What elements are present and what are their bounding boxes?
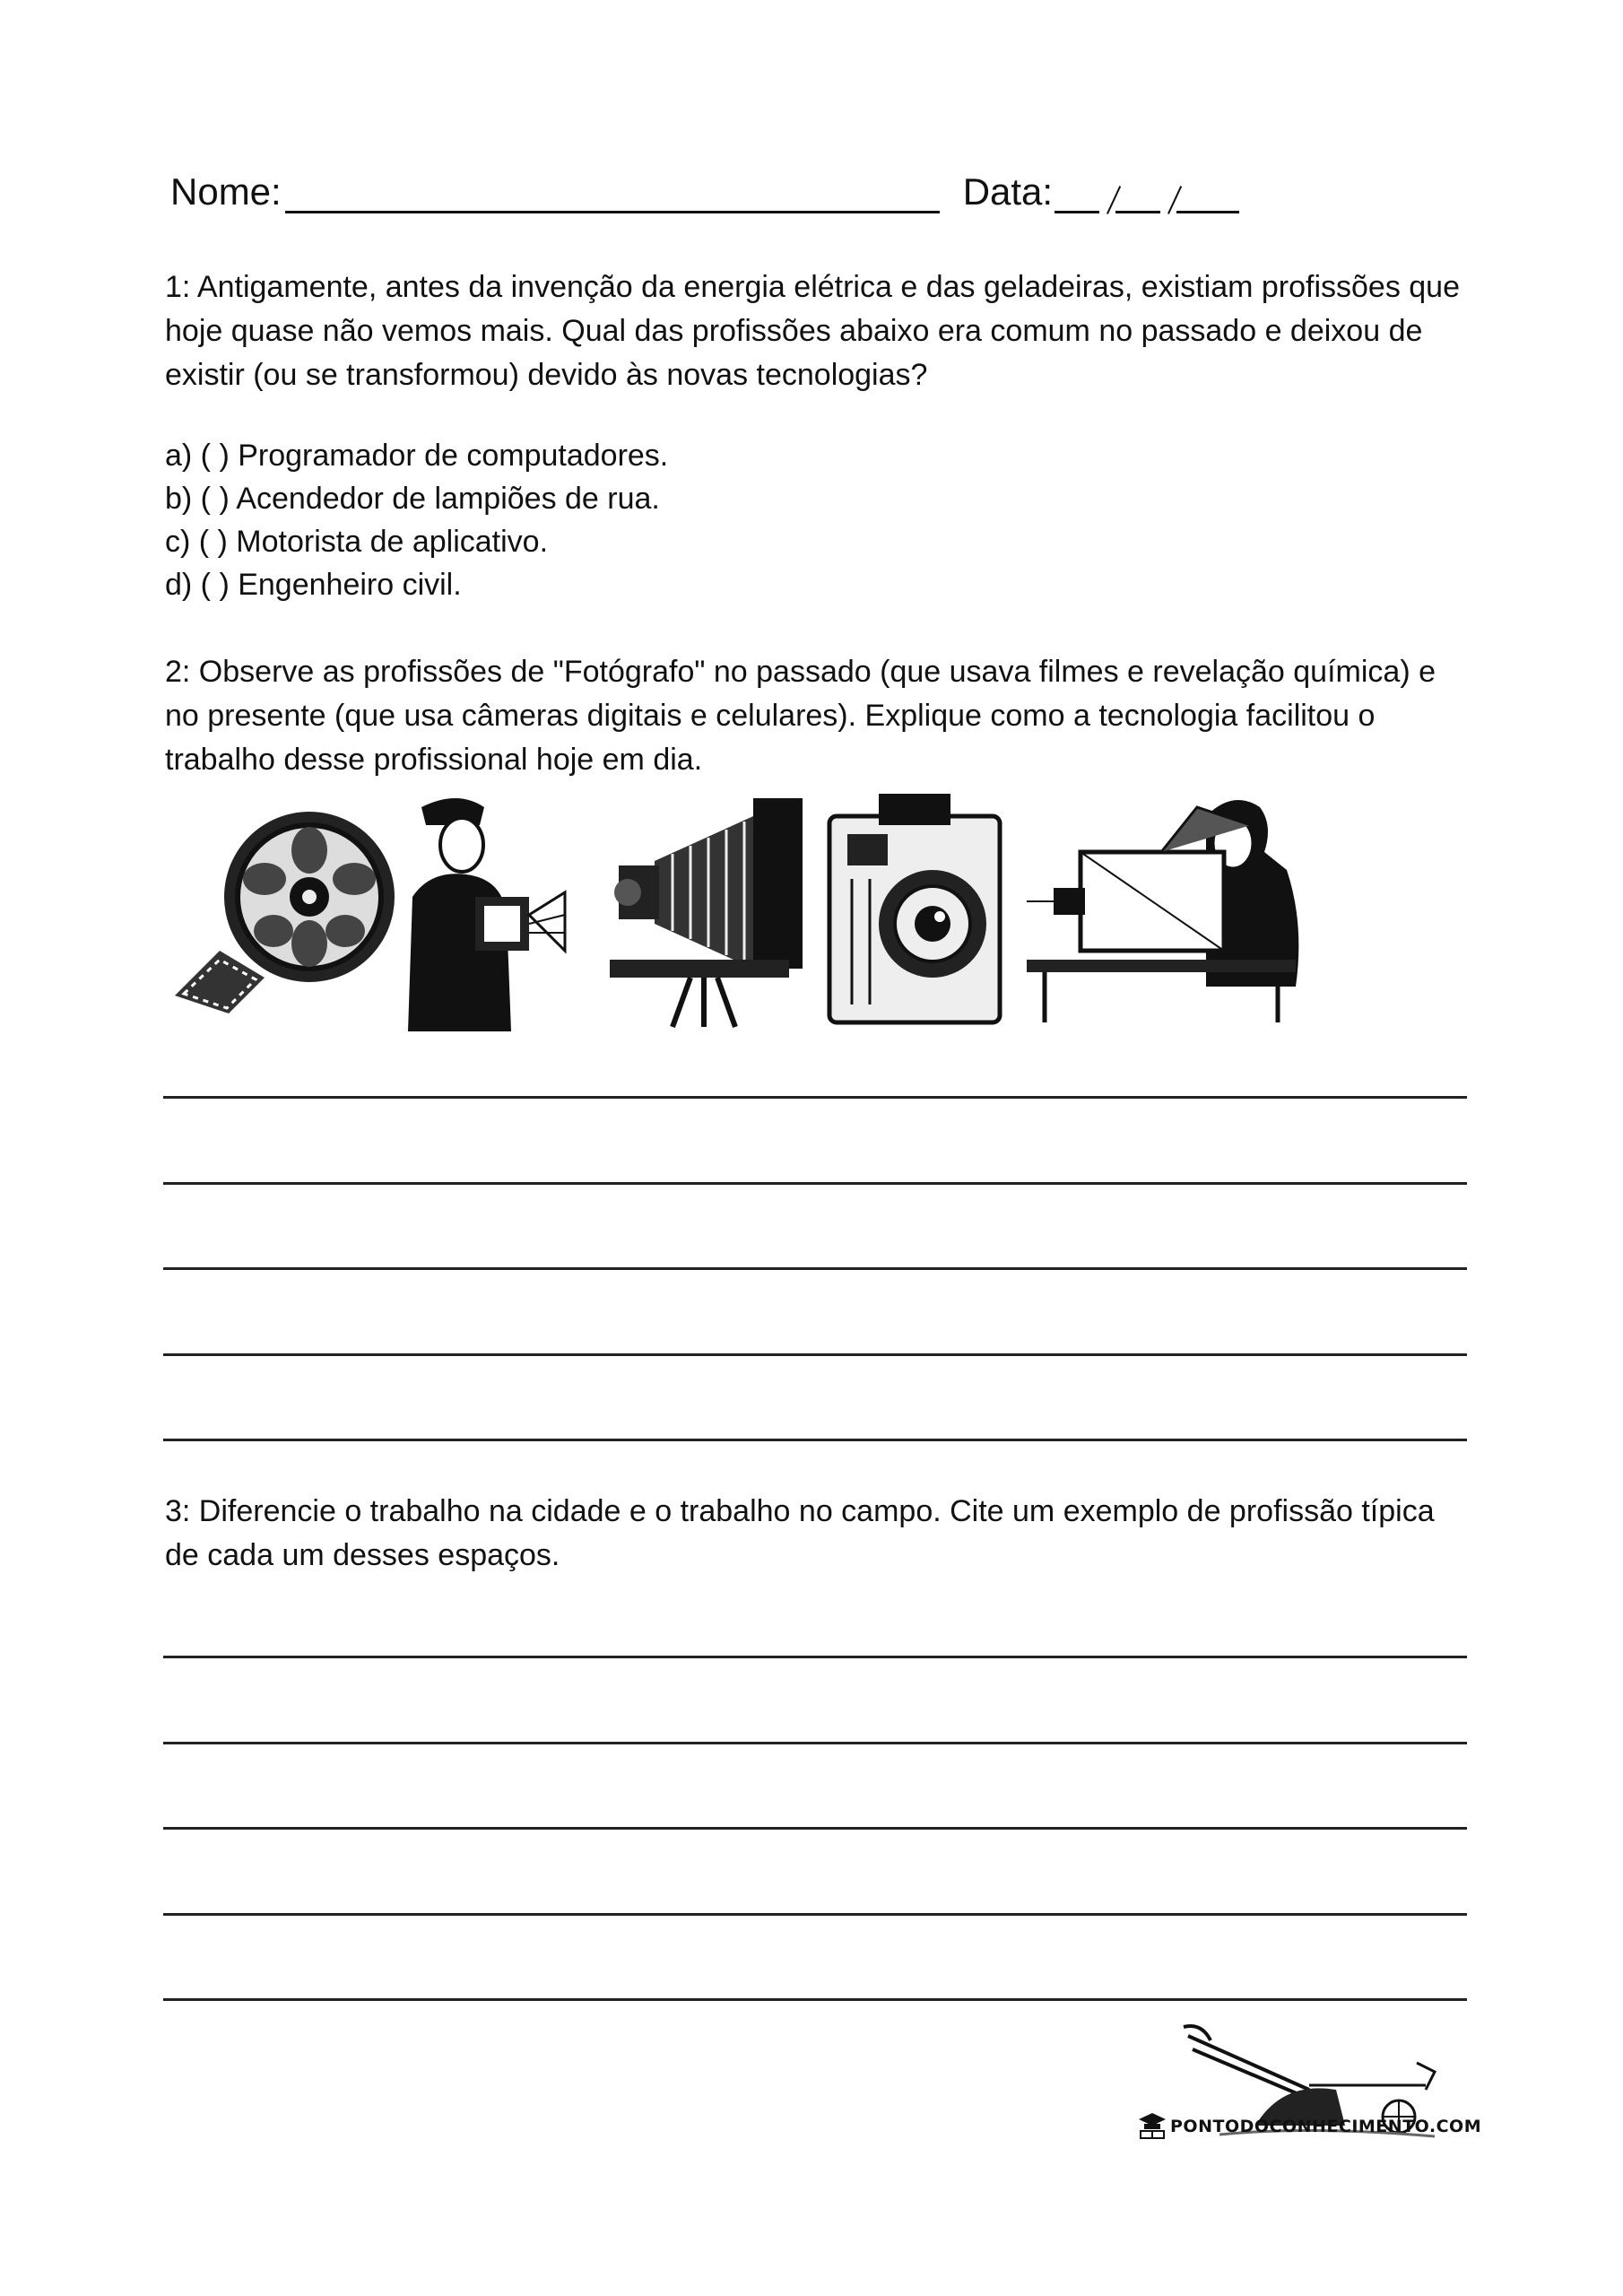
vintage-camera-icon [825,789,1013,1031]
photography-illustrations [161,789,1327,1031]
question-1-text: 1: Antigamente, antes da invenção da energia elétrica e das geladeiras, existiam profissões que hoje quase não vemos mais. Qual das profissões abaixo era comum no passado e deixou de existir (ou se transformou) devido às novas tecnologias? [165,270,1461,392]
header [170,170,1239,213]
option-b[interactable]: b) ( ) Acendedor de lampiões de rua. [165,482,660,516]
date-field[interactable] [1055,175,1239,213]
answer-line[interactable] [163,1913,1467,1916]
answer-line[interactable] [163,1353,1467,1356]
question-2-text: 2: Observe as profissões de "Fotógrafo" no passado (que usava filmes e revelação química) e no presente (que usa câmeras digitais e celulares). Explique como a tecnologia facilitou o trabalho desse profissional hoje em dia. [165,655,1436,777]
question-3-text: 3: Diferencie o trabalho na cidade e o trabalho no campo. Cite um exemplo de profissão típica de cada um desses espaços. [165,1494,1435,1572]
date-year-blank[interactable] [1176,175,1239,213]
site-name: PONTODOCONHECIMENTO.COM [1170,2117,1482,2136]
option-c[interactable]: c) ( ) Motorista de aplicativo. [165,525,549,559]
name-field[interactable] [285,171,940,213]
answer-line[interactable] [163,1742,1467,1744]
date-separator [1160,178,1176,213]
camera-obscura-icon [1027,789,1305,1031]
answer-line[interactable] [163,1267,1467,1270]
name-label: Nome: [170,170,282,213]
photographer-with-camera-icon [404,789,574,1031]
answer-line[interactable] [163,1656,1467,1658]
answer-line[interactable] [163,1096,1467,1099]
date-month-blank[interactable] [1115,175,1160,213]
date-label: Data: [962,170,1054,213]
plow-icon [1130,2018,1471,2161]
date-separator [1099,178,1115,213]
answer-line[interactable] [163,1182,1467,1185]
answer-line[interactable] [163,1439,1467,1441]
date-day-blank[interactable] [1055,175,1099,213]
bellows-camera-icon [601,789,816,1031]
option-d[interactable]: d) ( ) Engenheiro civil. [165,568,462,602]
answer-line[interactable] [163,1827,1467,1830]
answer-line[interactable] [163,1998,1467,2001]
question-1-options [165,434,668,606]
film-reel-icon [166,789,399,1022]
graduation-cap-icon [1137,2109,1167,2140]
option-a[interactable]: a) ( ) Programador de computadores. [165,439,669,473]
